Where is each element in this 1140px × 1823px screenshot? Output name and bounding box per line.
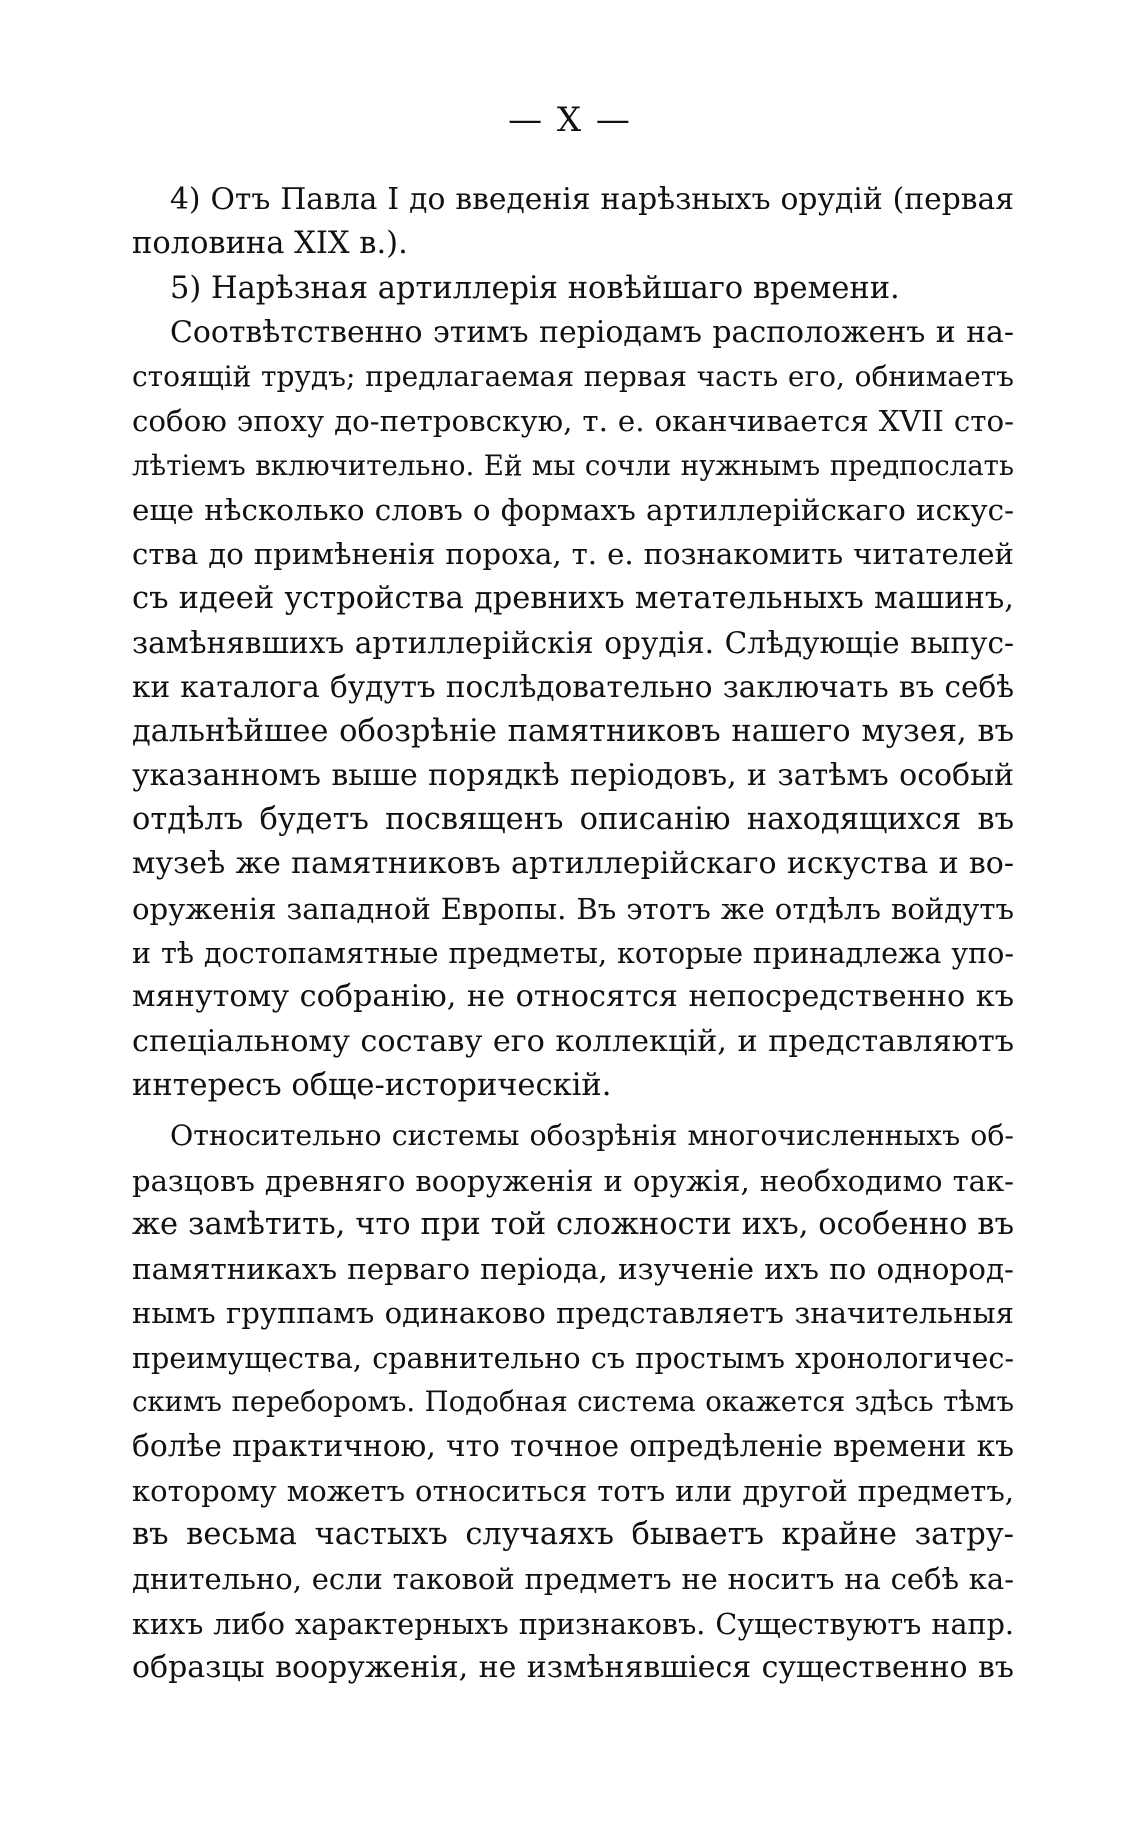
page-number: — X — (508, 100, 632, 140)
body-text (132, 178, 1014, 1690)
text-line: въ весьма частыхъ случаяхъ бываетъ крайне затру- (132, 1516, 1014, 1552)
text-line: замѣнявшихъ артиллерійскія орудія. Слѣдующіе выпус- (132, 625, 1014, 660)
text-line: указанномъ выше порядкѣ періодовъ, и затѣмъ особый (132, 757, 1014, 793)
text-line: образцы вооруженія, не измѣнявшіеся существенно въ (132, 1649, 1014, 1685)
text-line: спеціальному составу его коллекцій, и представляютъ (132, 1023, 1014, 1059)
text-line: половина XIX в.). (132, 226, 408, 262)
text-line: мянутому собранію, не относятся непосредственно къ (132, 979, 1014, 1015)
text-line: днительно, если таковой предметъ не носитъ на себѣ ка- (132, 1562, 1014, 1597)
text-line: разцовъ древняго вооруженія и оружія, необходимо так- (132, 1163, 1014, 1198)
text-line: ства до примѣненія пороха, т. е. познакомить читателей (132, 537, 1014, 572)
text-line: отдѣлъ будетъ посвященъ описанію находящихся въ (132, 802, 1014, 838)
text-line: ки каталога будутъ послѣдовательно заключать въ себѣ (132, 670, 1014, 705)
text-line: же замѣтить, что при той сложности ихъ, особенно въ (132, 1206, 1014, 1242)
text-line: нымъ группамъ одинаково представляетъ значительныя (132, 1296, 1014, 1331)
text-line: Относительно системы обозрѣнія многочисленныхъ об- (170, 1119, 1014, 1153)
text-line: 5) Нарѣзная артиллерія новѣйшаго времени. (170, 270, 900, 306)
text-line: кихъ либо характерныхъ признаковъ. Существуютъ напр. (132, 1606, 1014, 1641)
text-line: которому можетъ относиться тотъ или другой предметъ, (132, 1473, 1014, 1508)
text-line: и тѣ достопамятные предметы, которые принадлежа упо- (132, 936, 1014, 971)
text-line: Соотвѣтственно этимъ періодамъ расположенъ и на- (170, 314, 1014, 350)
text-line: преимущества, сравнительно съ простымъ хронологичес- (132, 1340, 1014, 1375)
text-line: интересъ обще-историческій. (132, 1067, 612, 1103)
text-line: еще нѣсколько словъ о формахъ артиллерійскаго искус- (132, 493, 1014, 528)
text-line: музеѣ же памятниковъ артиллерійскаго искуства и во- (132, 846, 1014, 882)
text-line: болѣе практичною, что точное опредѣленіе времени къ (132, 1428, 1014, 1464)
text-line: съ идеей устройства древнихъ метательныхъ машинъ, (132, 580, 1014, 616)
text-line: памятникахъ перваго періода, изученіе ихъ по однород- (132, 1252, 1014, 1287)
text-line: 4) Отъ Павла I до введенія нарѣзныхъ орудій (первая (170, 182, 1014, 217)
text-line: стоящій трудъ; предлагаемая первая часть его, обнимаетъ (132, 360, 1014, 394)
text-line: скимъ переборомъ. Подобная система окажется здѣсь тѣмъ (132, 1386, 1014, 1419)
text-line: дальнѣйшее обозрѣніе памятниковъ нашего музея, въ (132, 713, 1014, 749)
text-line: лѣтіемъ включительно. Ей мы сочли нужнымъ предпослать (132, 448, 1014, 482)
text-line: оруженія западной Европы. Въ этотъ же отдѣлъ войдутъ (132, 891, 1014, 926)
text-line: собою эпоху до-петровскую, т. е. оканчивается XVII сто- (132, 404, 1014, 439)
